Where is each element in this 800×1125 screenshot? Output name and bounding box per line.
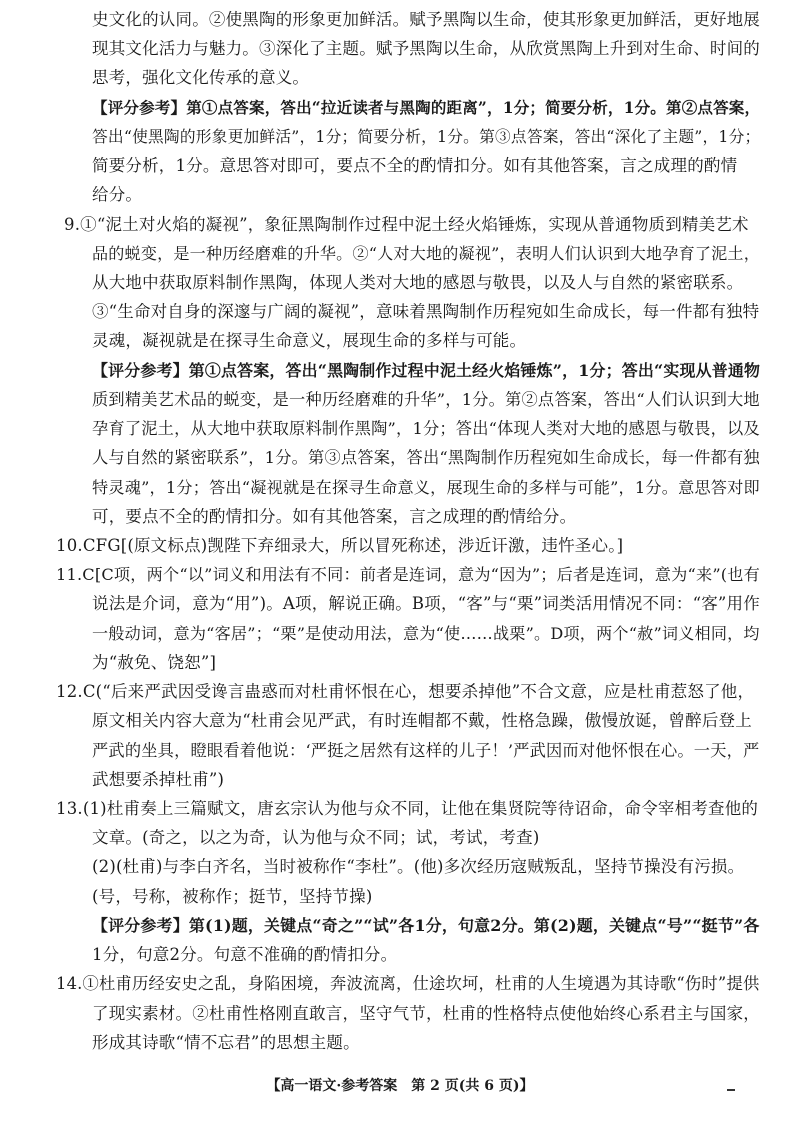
corner-mark <box>727 1089 735 1091</box>
text-line: 严武的坐具，瞪眼看着他说：‘严挺之居然有这样的儿子！’严武因而对他怀恨在心。一天，严 <box>92 740 760 760</box>
question-14: 14.①杜甫历经安史之乱，身陷困境，奔波流离，仕途坎坷，杜甫的人生境遇为其诗歌“伤时”提供 <box>56 974 760 994</box>
text-line: 品的蜕变，是一种历经磨难的升华。②“人对大地的凝视”，表明人们认识到大地孕育了泥土， <box>92 243 760 263</box>
question-11: 11.C[C项，两个“以”词义和用法有不同：前者是连词，意为“因为”；后者是连词，意为“来”(也有 <box>56 565 761 585</box>
page-footer: 【高一语文·参考答案 第 2 页(共 6 页)】 <box>266 1078 534 1094</box>
text-line: 史文化的认同。②使黑陶的形象更加鲜活。赋予黑陶以生命，使其形象更加鲜活，更好地展 <box>92 10 760 29</box>
text-line: 为“赦免、饶恕”] <box>92 652 217 672</box>
text-line: 了现实素材。②杜甫性格刚直敢言，坚守气节，杜甫的性格特点使他始终心系君主与国家， <box>92 1003 760 1023</box>
text-line: 质到精美艺术品的蜕变，是一种历经磨难的升华”，1分。第②点答案，答出“人们认识到大地 <box>92 389 760 409</box>
text-line: ③“生命对自身的深邃与广阔的凝视”，意味着黑陶制作历程宛如生命成长，每一件都有独特 <box>92 302 760 322</box>
text-line: 1分，句意2分。句意不准确的酌情扣分。 <box>92 945 398 965</box>
question-12: 12.C(“后来严武因受谗言蛊惑而对杜甫怀恨在心，想要杀掉他”不合文意，应是杜甫惹怒了他， <box>56 682 755 702</box>
text-line: 人与自然的紧密联系”，1分。第③点答案，答出“黑陶制作历程宛如生命成长，每一件都有独 <box>92 448 760 468</box>
text-line: 现其文化活力与魅力。③深化了主题。赋予黑陶以生命，从欣赏黑陶上升到对生命、时间的 <box>92 39 760 59</box>
question-9: 9.①“泥土对火焰的凝视”，象征黑陶制作过程中泥土经火焰锤炼，实现从普通物质到精美艺术 <box>64 214 749 234</box>
text-line: 简要分析，1分。意思答对即可，要点不全的酌情扣分。如有其他答案，言之成理的酌情 <box>92 156 738 176</box>
text-line: 思考，强化文化传承的意义。 <box>92 68 310 88</box>
text-line: 一般动词，意为“客居”；“栗”是使动用法，意为“使……战栗”。D项，两个“赦”词义相同，均 <box>92 623 760 643</box>
text-line: 原文相关内容大意为“杜甫会见严武，有时连帽都不戴，性格急躁，傲慢放诞，曾醉后登上 <box>92 711 752 731</box>
text-line: 可，要点不全的酌情扣分。如有其他答案，言之成理的酌情给分。 <box>92 506 577 526</box>
text-line: 武想要杀掉杜甫”) <box>92 769 225 789</box>
text-line: 说法是介词，意为“用”)。A项，解说正确。B项，“客”与“栗”词类活用情况不同：“客”用作 <box>92 594 760 614</box>
text-line: 形成其诗歌“情不忘君”的思想主题。 <box>92 1032 360 1052</box>
question-13: 13.(1)杜甫奏上三篇赋文，唐玄宗认为他与众不同，让他在集贤院等待诏命，命令宰相考查他的 <box>56 799 759 818</box>
text-line: (2)(杜甫)与李白齐名，当时被称作“李杜”。(他)多次经历寇贼叛乱，坚持节操没有污损。 <box>92 857 745 877</box>
text-line: (号，号称，被称作；挺节，坚持节操) <box>92 886 373 906</box>
text-line: 给分。 <box>92 185 143 205</box>
text-line: 特灵魂”，1分；答出“凝视就是在探寻生命意义，展现生命的多样与可能”，1分。意思答对即 <box>92 477 760 497</box>
text-line: 【评分参考】第①点答案，答出“黑陶制作过程中泥土经火焰锤炼”，1分；答出“实现从普通物 <box>92 360 761 380</box>
text-line: 灵魂，凝视就是在探寻生命意义，展现生命的多样与可能。 <box>92 331 527 351</box>
text-line: 【评分参考】第①点答案，答出“拉近读者与黑陶的距离”，1分；简要分析，1分。第②点答案， <box>92 97 761 117</box>
text-line: 答出“使黑陶的形象更加鲜活”，1分；简要分析，1分。第③点答案，答出“深化了主题”，1分； <box>92 126 761 146</box>
question-10: 10.CFG[(原文标点)觊陛下弃细录大，所以冒死称述，涉近讦激，违忤圣心。] <box>56 536 624 555</box>
text-line: 从大地中获取原料制作黑陶，体现人类对大地的感恩与敬畏，以及人与自然的紧密联系。 <box>92 273 744 292</box>
text-line: 孕育了泥土，从大地中获取原料制作黑陶”，1分；答出“体现人类对大地的感恩与敬畏，以及 <box>92 419 760 439</box>
text-line: 【评分参考】第(1)题，关键点“奇之”“试”各1分，句意2分。第(2)题，关键点“号”“挺节”各 <box>92 915 760 935</box>
text-line: 文章。(奇之，以之为奇，认为他与众不同；试，考试，考查) <box>92 828 540 848</box>
